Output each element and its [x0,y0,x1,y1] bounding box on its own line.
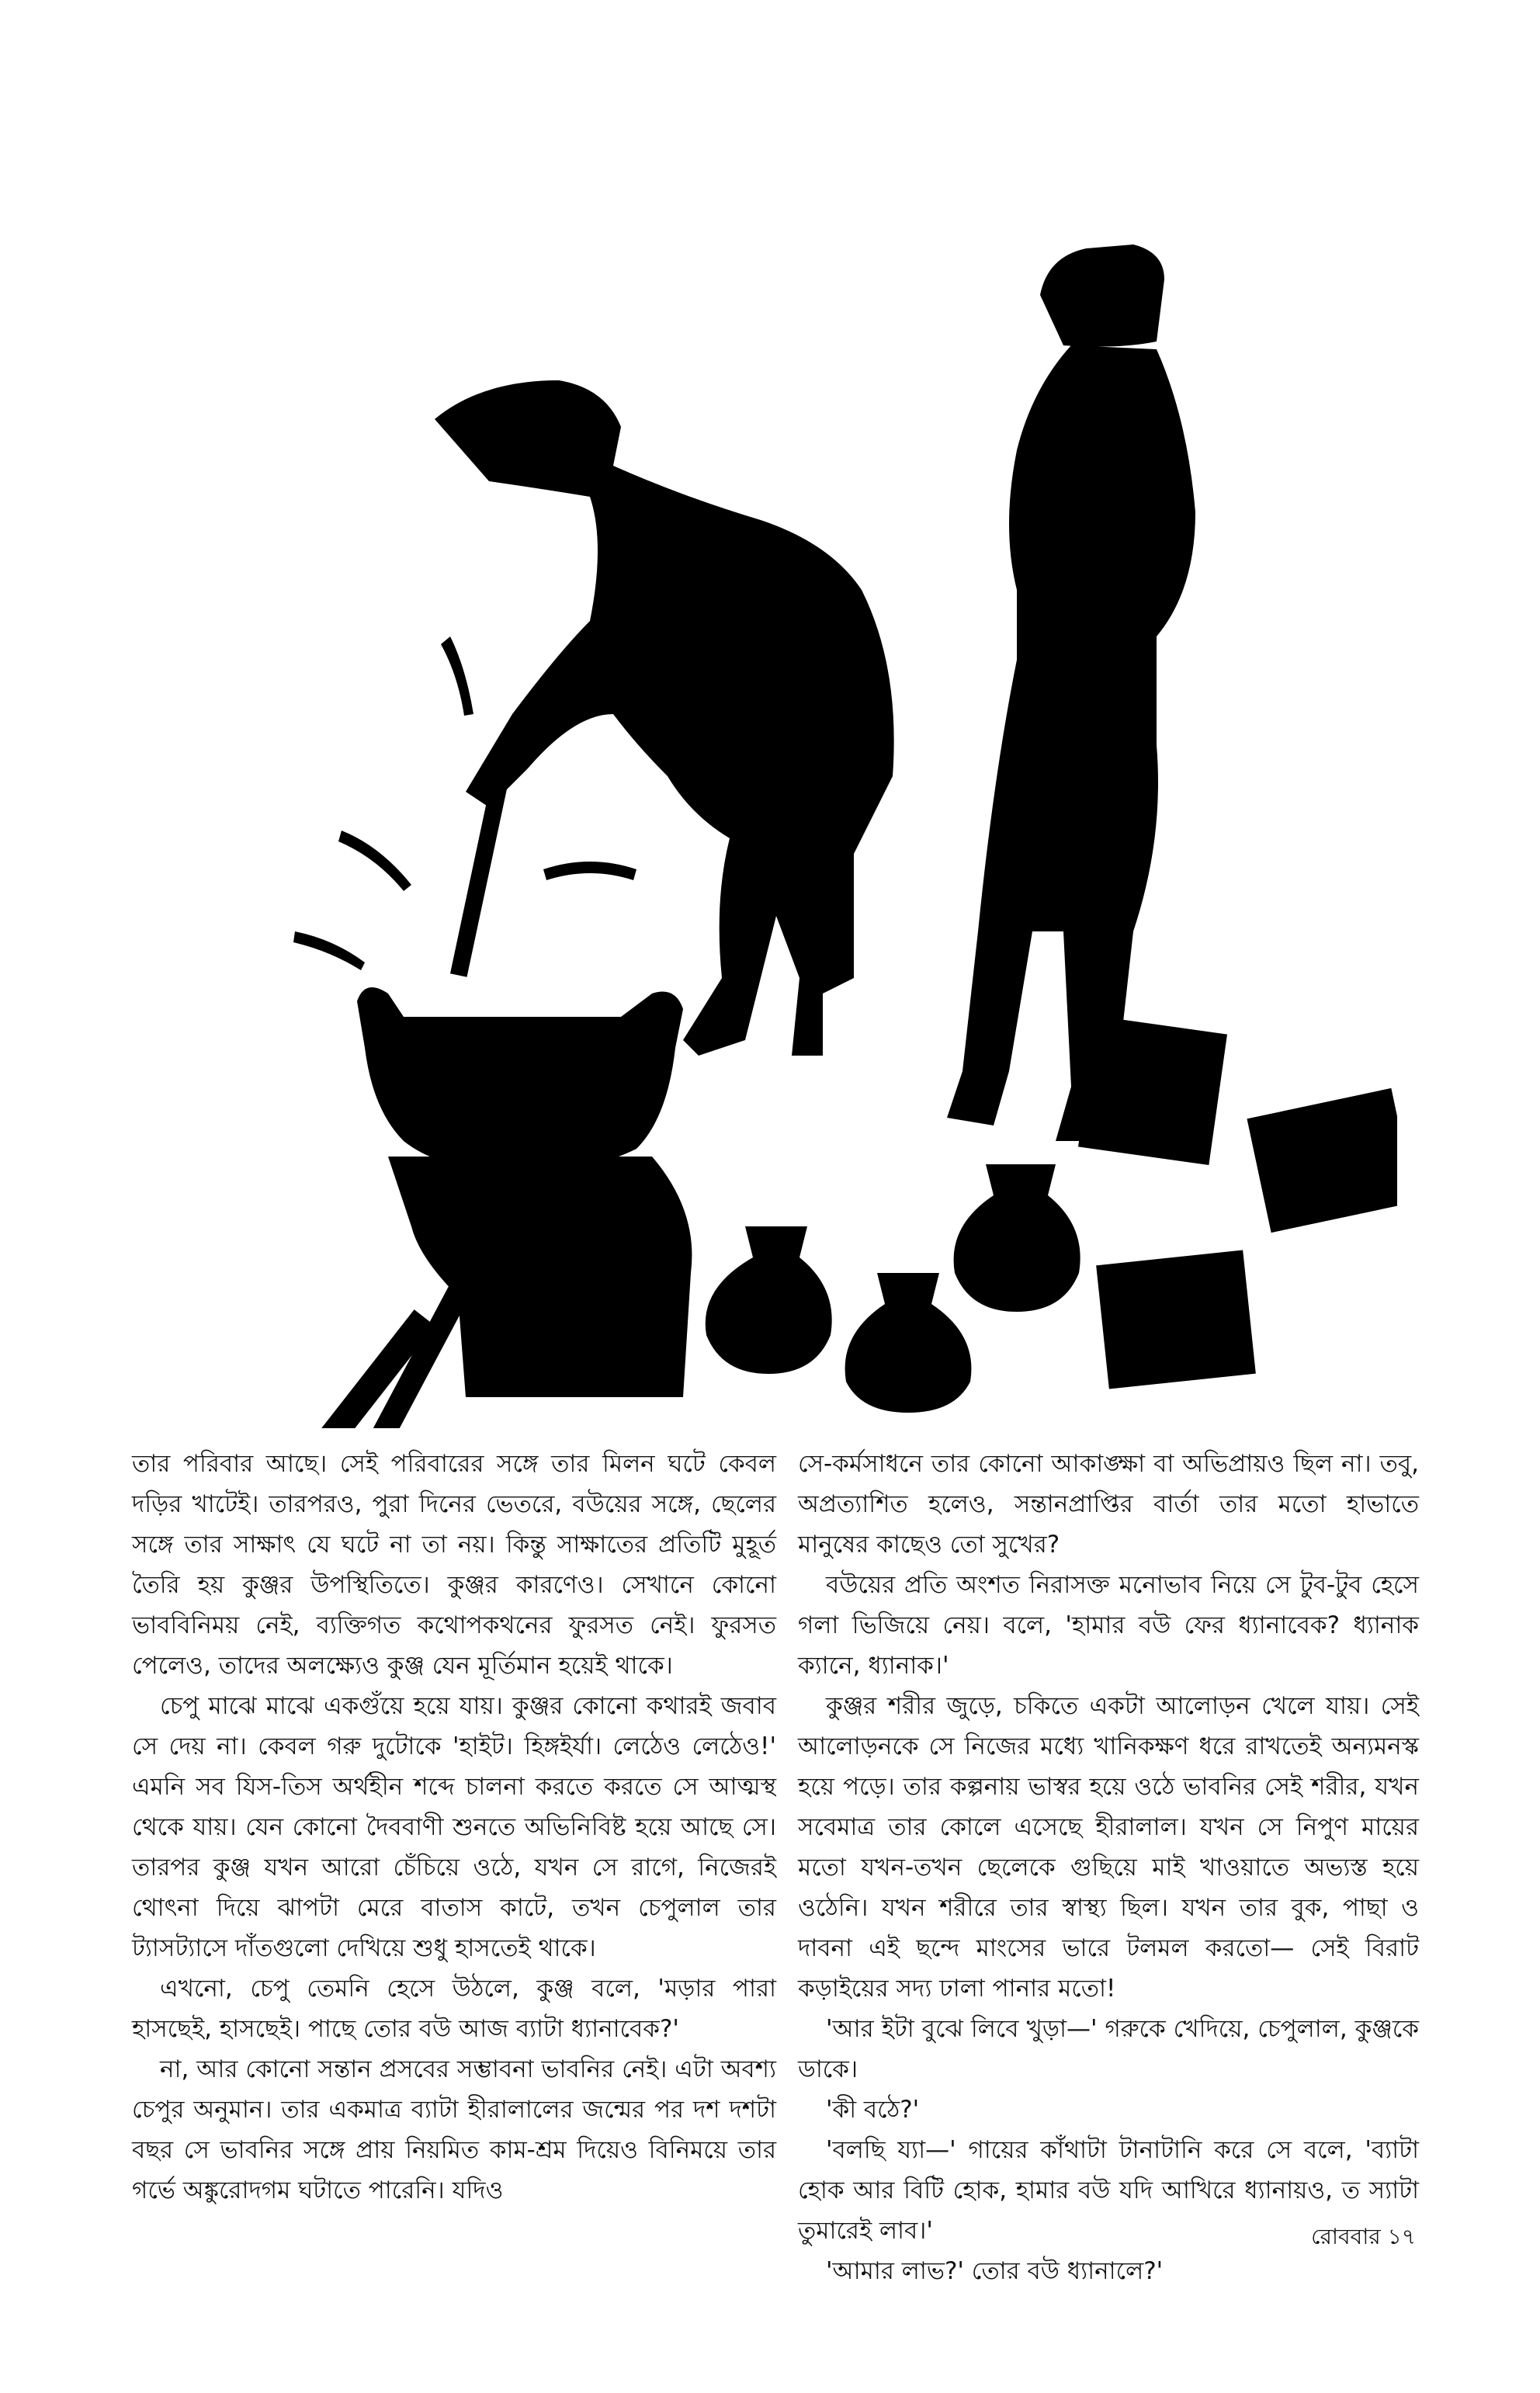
article-paragraph: বউয়ের প্রতি অংশত নিরাসক্ত মনোভাব নিয়ে সে টুব-টুব হেসে গলা ভিজিয়ে নেয়। বলে, 'হামার বউ ফের ধ্যানাবেক? ধ্যানাক ক্যানে, ধ্যানাক।' [798,1571,1419,1680]
article-paragraph: না, আর কোনো সন্তান প্রসবের সম্ভাবনা ভাবনির নেই। এটা অবশ্য চেপুর অনুমান। তার একমাত্র ব্যাটা হীরালালের জন্মের পর দশ দশটা বছর সে ভাবনির সঙ্গে প্রায় নিয়মিত কাম-শ্রম দিয়েও বিনিময়ে তার গর্ভে অঙ্কুরোদগম ঘটাতে পারেনি। যদিও [132,2055,776,2204]
splash-mark [293,931,365,970]
article-paragraph: 'আমার লাভ?' তোর বউ ধ্যানালে?' [826,2257,1164,2285]
article-paragraph: তার পরিবার আছে। সেই পরিবারের সঙ্গে তার মিলন ঘটে কেবল দড়ির খাটেই। তারপরও, পুরা দিনের ভেতরে, বউয়ের সঙ্গে, ছেলের সঙ্গে তার সাক্ষাৎ যে ঘটে না তা নয়। কিন্তু সাক্ষাতের প্রতিটি মুহূর্ত তৈরি হয় কুঞ্জর উপস্থিতিতে। কুঞ্জর কারণেও। সেখানে কোনো ভাববিনিময় নেই, ব্যক্তিগত কথোপকথনের ফুরসত নেই। ফুরসত পেলেও, তাদের অলক্ষ্যেও কুঞ্জ যেন মূর্তিমান হয়েই থাকে। [132,1450,776,1680]
clay-pot [706,1226,832,1374]
article-column-left [132,1444,776,2211]
firewood [358,1279,473,1428]
cooking-pot [357,987,683,1172]
splash-mark [543,862,636,880]
clay-pot [954,1164,1080,1312]
article-column-right [798,1444,1419,2291]
brick [1096,1250,1256,1389]
carried-pot [1040,245,1164,347]
article-paragraph: 'বলছি য্যা—' গায়ের কাঁথাটা টানাটানি করে সে বলে, 'ব্যাটা হোক আর বিটি হোক, হামার বউ যদি আখিরে ধ্যানায়ও, ত স্যাটা তুমারেই লাব।' [798,2136,1419,2245]
brick [1078,1016,1227,1165]
standing-woman-figure [947,345,1195,1141]
silhouette-illustration [155,155,1397,1428]
article-paragraph: এখনো, চেপু তেমনি হেসে উঠলে, কুঞ্জ বলে, 'মড়ার পারা হাসছেই, হাসছেই। পাছে তোর বউ আজ ব্যাটা ধ্যানাবেক?' [132,1975,776,2043]
article-paragraph: সে-কর্মসাধনে তার কোনো আকাঙ্ক্ষা বা অভিপ্রায়ও ছিল না। তবু, অপ্রত্যাশিত হলেও, সন্তানপ্রাপ্তির বার্তা তার মতো হাভাতে মানুষের কাছেও তো সুখের? [798,1450,1419,1559]
page-footer: রোববার ১৭ [1311,2224,1416,2249]
splash-mark [338,831,411,891]
article-paragraph: 'কী বঠে?' [826,2096,920,2124]
article-paragraph: 'আর ইটা বুঝে লিবে খুড়া—' গরুকে খেদিয়ে, চেপুলাল, কুঞ্জকে ডাকে। [798,2015,1419,2083]
article-paragraph: কুঞ্জর শরীর জুড়ে, চকিতে একটা আলোড়ন খেলে যায়। সেই আলোড়নকে সে নিজের মধ্যে খানিকক্ষণ ধরে রাখতেই অন্যমনস্ক হয়ে পড়ে। তার কল্পনায় ভাস্বর হয়ে ওঠে ভাবনির সেই শরীর, যখন সবেমাত্র তার কোলে এসেছে হীরালাল। যখন সে নিপুণ মায়ের মতো যখন-তখন ছেলেকে গুছিয়ে মাই খাওয়াতে অভ্যস্ত হয়ে ওঠেনি। যখন শরীরে তার স্বাস্থ্য ছিল। যখন তার বুক, পাছা ও দাবনা এই ছন্দে মাংসের ভারে টলমল করতো— সেই বিরাট কড়াইয়ের সদ্য ঢালা পানার মতো! [798,1692,1419,2003]
splash-mark [441,636,473,716]
brick [1247,1088,1397,1233]
article-paragraph: চেপু মাঝে মাঝে একগুঁয়ে হয়ে যায়। কুঞ্জর কোনো কথারই জবাব সে দেয় না। কেবল গরু দুটোকে 'হাইট। হিঙ্গইর্যা। লেঠেও লেঠেও!' এমনি সব যিস-তিস অর্থহীন শব্দে চালনা করতে করতে সে আত্মস্থ থেকে যায়। যেন কোনো দৈববাণী শুনতে অভিনিবিষ্ট হয়ে আছে সে। তারপর কুঞ্জ যখন আরো চেঁচিয়ে ওঠে, যখন সে রাগে, নিজেরই থোৎনা দিয়ে ঝাপটা মেরে বাতাস কাটে, তখন চেপুলাল তার ট্যাসট্যাসে দাঁতগুলো দেখিয়ে শুধু হাসতেই থাকে। [132,1692,776,1962]
bending-man-figure [435,380,894,1056]
clay-pot [845,1273,972,1413]
